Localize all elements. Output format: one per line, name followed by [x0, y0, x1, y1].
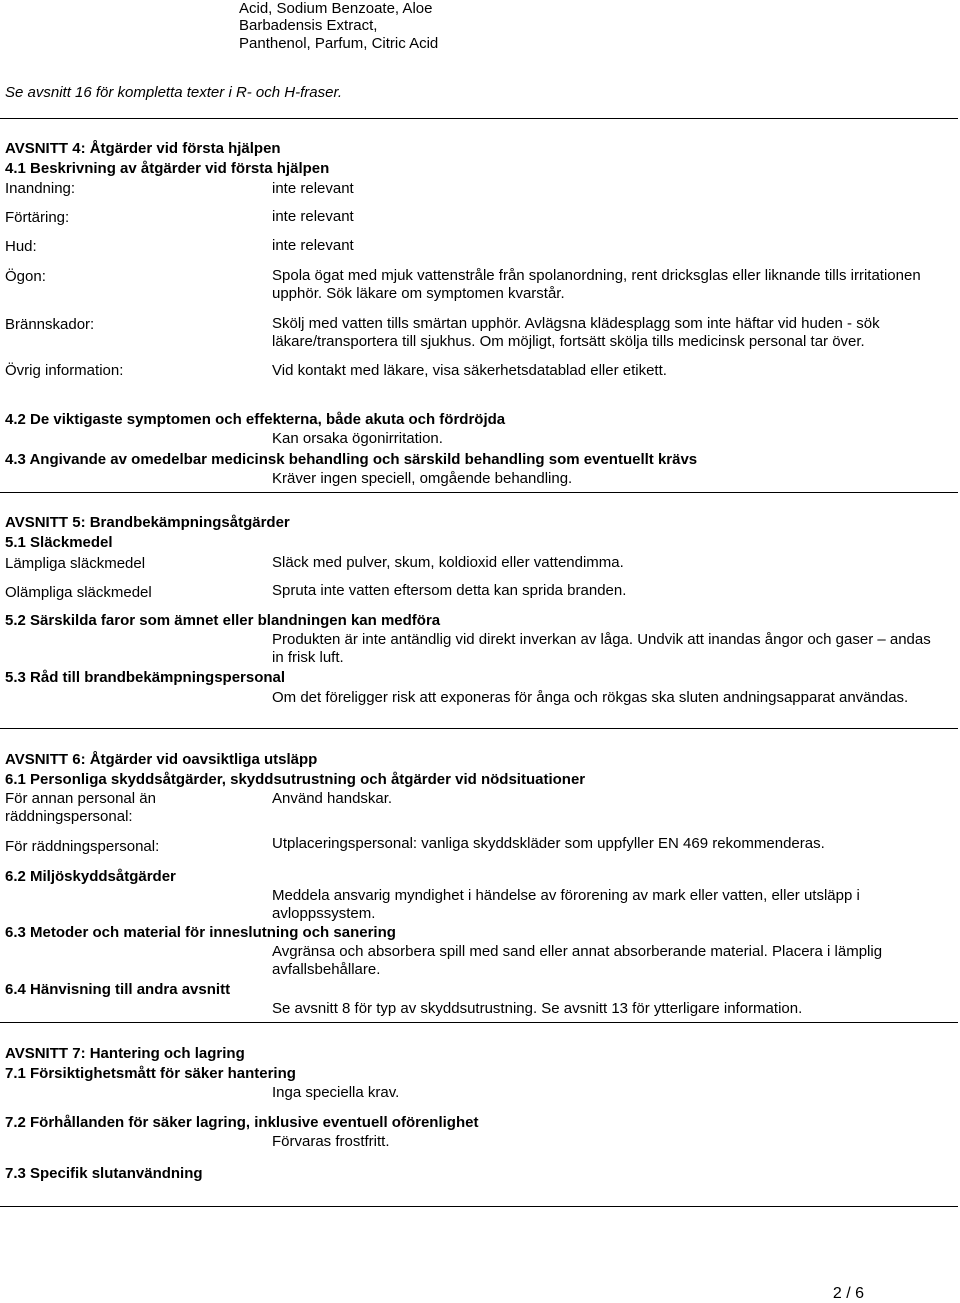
row-value-suitable-media: Släck med pulver, skum, koldioxid eller vattendimma. [272, 554, 624, 571]
heading-7-2: 7.2 Förhållanden för säker lagring, inklusive eventuell oförenlighet [5, 1114, 479, 1131]
section-7-title: AVSNITT 7: Hantering och lagring [5, 1045, 245, 1062]
row-value-emergency-responders: Utplaceringspersonal: vanliga skyddskläder som uppfyller EN 469 rekommenderas. [272, 835, 825, 852]
ingredients-line-2: Barbadensis Extract, [239, 17, 378, 34]
heading-4-3: 4.3 Angivande av omedelbar medicinsk behandling och särskild behandling som eventuellt krävs [5, 451, 698, 468]
heading-5-3: 5.3 Råd till brandbekämpningspersonal [5, 669, 286, 686]
row-value-unsuitable-media: Spruta inte vatten eftersom detta kan sprida branden. [272, 582, 627, 599]
value-6-3: Avgränsa och absorbera spill med sand eller annat absorberande material. Placera i lämplig avfallsbehållare. [272, 943, 883, 978]
heading-6-2: 6.2 Miljöskyddsåtgärder [5, 868, 176, 885]
row-label-other-personnel: För annan personal än räddningspersonal: [5, 790, 156, 825]
row-value-other-personnel: Använd handskar. [272, 790, 393, 807]
row-value-eyes: Spola ögat med mjuk vattenstråle från spolanordning, rent dricksglas eller liknande tills irritationen upphör. Sök läkare om symptomen kvarstår. [272, 267, 921, 302]
heading-6-3: 6.3 Metoder och material för inneslutning och sanering [5, 924, 396, 941]
section-6-title: AVSNITT 6: Åtgärder vid oavsiktliga utsläpp [5, 751, 318, 768]
row-label-ingestion: Förtäring: [5, 209, 70, 226]
row-value-skin: inte relevant [272, 237, 354, 254]
row-label-eyes: Ögon: [5, 268, 46, 285]
heading-7-1: 7.1 Försiktighetsmått för säker hantering [5, 1065, 296, 1082]
section-4-title: AVSNITT 4: Åtgärder vid första hjälpen [5, 140, 281, 157]
value-5-2: Produkten är inte antändlig vid direkt inverkan av låga. Undvik att inandas ångor och gaser – andas in frisk luft. [272, 631, 931, 666]
section-divider [0, 1206, 958, 1207]
section-divider [0, 118, 958, 119]
ingredients-line-1: Acid, Sodium Benzoate, Aloe [239, 0, 433, 17]
row-value-ingestion: inte relevant [272, 208, 354, 225]
ingredients-line-3: Panthenol, Parfum, Citric Acid [239, 35, 439, 52]
row-label-skin: Hud: [5, 238, 37, 255]
heading-7-3: 7.3 Specifik slutanvändning [5, 1165, 203, 1182]
value-6-4: Se avsnitt 8 för typ av skyddsutrustning. Se avsnitt 13 för ytterligare information. [272, 1000, 803, 1017]
hazard-phrase-note: Se avsnitt 16 för kompletta texter i R- och H-fraser. [5, 84, 343, 101]
row-value-other-info: Vid kontakt med läkare, visa säkerhetsdatablad eller etikett. [272, 362, 667, 379]
heading-4-1: 4.1 Beskrivning av åtgärder vid första hjälpen [5, 160, 330, 177]
value-7-1: Inga speciella krav. [272, 1084, 400, 1101]
row-value-inhalation: inte relevant [272, 180, 354, 197]
row-label-suitable-media: Lämpliga släckmedel [5, 555, 146, 572]
value-7-2: Förvaras frostfritt. [272, 1133, 390, 1150]
row-label-other-info: Övrig information: [5, 362, 124, 379]
section-divider [0, 492, 958, 493]
heading-6-1: 6.1 Personliga skyddsåtgärder, skyddsutrustning och åtgärder vid nödsituationer [5, 771, 586, 788]
value-5-3: Om det föreligger risk att exponeras för ånga och rökgas ska sluten andningsapparat användas. [272, 689, 909, 706]
row-label-burns: Brännskador: [5, 316, 95, 333]
heading-6-4: 6.4 Hänvisning till andra avsnitt [5, 981, 231, 998]
heading-5-1: 5.1 Släckmedel [5, 534, 113, 551]
heading-5-2: 5.2 Särskilda faror som ämnet eller blandningen kan medföra [5, 612, 441, 629]
row-label-inhalation: Inandning: [5, 180, 76, 197]
heading-4-2: 4.2 De viktigaste symptomen och effekterna, både akuta och fördröjda [5, 411, 506, 428]
value-6-2: Meddela ansvarig myndighet i händelse av förorening av mark eller vatten, eller utsläpp i avloppssystem. [272, 887, 860, 922]
value-4-3: Kräver ingen speciell, omgående behandling. [272, 470, 573, 487]
page-number: 2 / 6 [832, 1285, 864, 1302]
value-4-2: Kan orsaka ögonirritation. [272, 430, 443, 447]
section-divider [0, 728, 958, 729]
section-5-title: AVSNITT 5: Brandbekämpningsåtgärder [5, 514, 290, 531]
row-label-emergency-responders: För räddningspersonal: [5, 838, 160, 855]
row-label-unsuitable-media: Olämpliga släckmedel [5, 584, 152, 601]
section-divider [0, 1022, 958, 1023]
row-value-burns: Skölj med vatten tills smärtan upphör. Avlägsna klädesplagg som inte häftar vid huden - sök läkare/transportera till sjukhus. Om möjligt, fortsätt skölja tills medicinsk personal tar över. [272, 315, 880, 350]
